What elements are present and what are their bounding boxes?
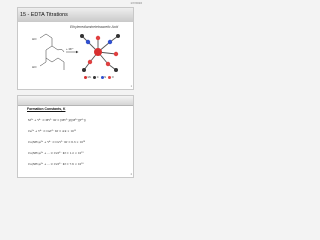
metal-atom	[94, 48, 102, 56]
structure-label-ho: HO	[32, 37, 37, 41]
legend-swatch	[84, 76, 87, 79]
carbon-atom	[114, 68, 118, 72]
legend-label: O	[111, 76, 114, 80]
oxygen-atom	[106, 62, 110, 66]
equation-line: M²⁺ + Y⁴⁻ ⇌ MY²⁻ Kf = [MY²⁻]/([M²⁺][Y⁴⁻])	[28, 118, 87, 122]
equation-line: Ca²⁺ + Y⁴⁻ ⇌ CaY²⁻ Kf = 4.9 × 10¹⁰	[28, 129, 76, 133]
legend-item	[108, 76, 114, 79]
structure-label-ho-2: HO	[32, 65, 37, 69]
edta-structure-figure	[18, 8, 133, 89]
oxygen-atom	[88, 60, 92, 64]
legend-item	[93, 76, 98, 79]
legend-item	[101, 76, 106, 79]
slide-2-heading: Formation Constants, K	[27, 107, 66, 111]
legend-item	[84, 76, 91, 79]
structure-label-charge: + M²⁺	[66, 47, 74, 51]
slide-2-page-number: 2	[130, 173, 132, 176]
date-stamp: 1/7/2016	[130, 1, 142, 5]
carbon-atom	[82, 68, 86, 72]
oxygen-atom	[114, 52, 118, 56]
legend-swatch	[108, 76, 111, 79]
reaction-arrowhead	[76, 51, 79, 53]
carbon-atom	[116, 34, 120, 38]
legend-label: Mn	[87, 76, 92, 80]
equation-line: Cu(NH₃)₄²⁺ + ... ⇌ CuY²⁻ Kf = 7.6 × 10¹⁸	[28, 162, 84, 166]
legend-label: N	[104, 76, 107, 80]
oxygen-atom	[96, 36, 100, 40]
slide-1	[17, 7, 134, 90]
legend-label: C	[96, 76, 99, 80]
carbon-atom	[80, 34, 84, 38]
nitrogen-atom	[86, 40, 90, 44]
legend-swatch	[93, 76, 96, 79]
slide-1-title: 15 - EDTA Titrations	[20, 11, 68, 18]
nitrogen-atom	[108, 40, 112, 44]
equation-line: Cu(NH₃)₄²⁺ + Y⁴⁻ ⇌ CuY²⁻ Kf = 6.3 × 10¹⁸	[28, 140, 86, 144]
edta-skeletal-structure	[40, 34, 64, 70]
slide-2-header-band	[18, 96, 133, 106]
slide-2	[17, 95, 134, 178]
equation-line: Cu(NH₃)₄²⁺ + ... ⇌ CuY²⁻ Kf = 1.2 × 10¹⁹	[28, 151, 84, 155]
slide-1-subtitle: Ethylenediaminetetraacetic Acid	[70, 25, 119, 29]
atom-legend	[84, 76, 114, 79]
slide-1-page-number: 1	[130, 85, 132, 88]
